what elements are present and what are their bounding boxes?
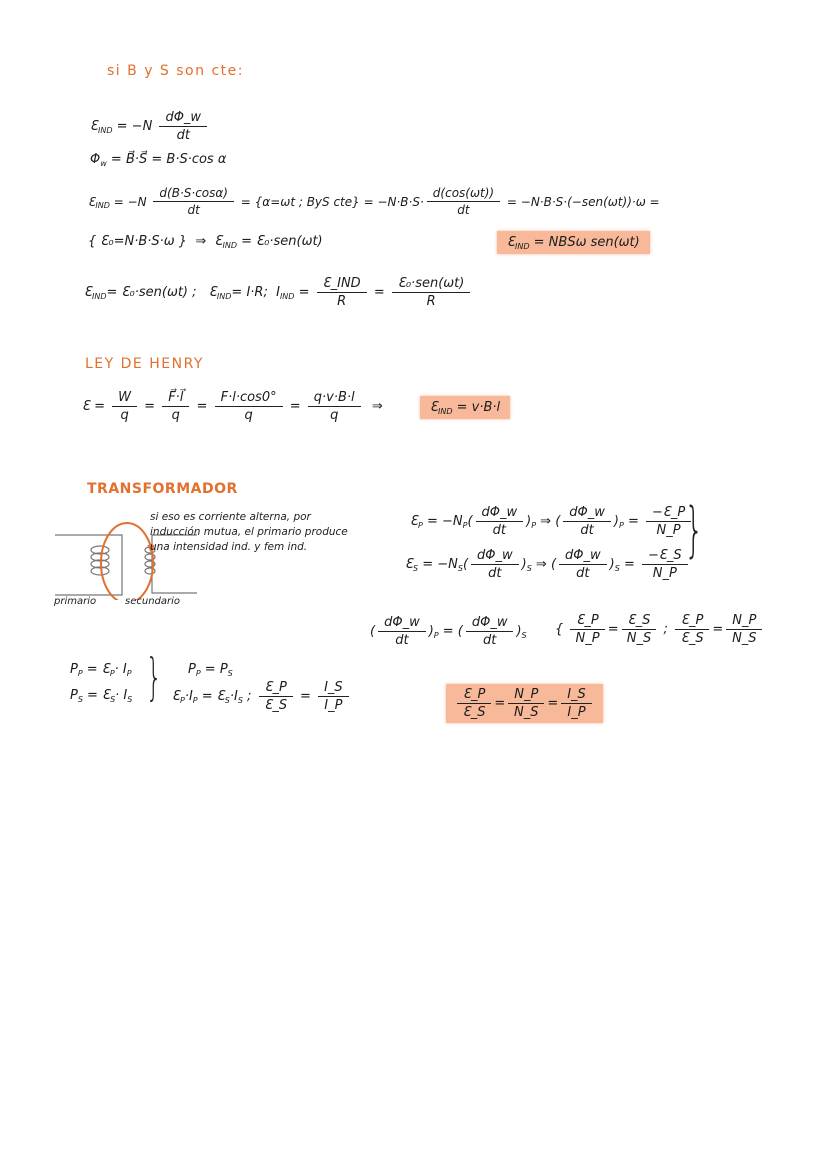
equation-text: = <box>607 622 619 637</box>
equation-text: = {α=ωt ; ByS cte} = −N·B·S· <box>236 194 424 209</box>
subscript: IND <box>216 292 232 301</box>
fraction <box>622 613 657 646</box>
equation-text: = −N·B·S·(−sen(ωt))·ω = <box>503 194 660 209</box>
equation-power-primary <box>70 662 132 677</box>
denominator: dt <box>457 203 470 217</box>
right-brace: } <box>684 495 704 565</box>
denominator: N_P <box>652 566 677 581</box>
subscript: S <box>224 696 230 705</box>
equation-text: = <box>140 399 160 414</box>
denominator: Ɛ_S <box>680 631 704 646</box>
numerator: Ɛ_P <box>675 613 709 630</box>
denominator: q <box>120 408 129 423</box>
denominator: N_S <box>732 631 757 646</box>
equation-text: = P <box>200 662 228 677</box>
denominator: N_S <box>514 705 539 720</box>
fraction <box>508 687 544 720</box>
denominator: dt <box>482 633 497 648</box>
fraction <box>392 276 470 309</box>
highlight-transformer-ratio <box>446 684 603 723</box>
equation-text: = v·B·l <box>452 400 501 415</box>
numerator: Ɛ_S <box>622 613 657 630</box>
subscript: IND <box>515 242 530 251</box>
equation-text: Φ <box>90 152 101 167</box>
subscript: P <box>462 521 468 530</box>
fraction <box>318 680 349 713</box>
numerator: d(cos(ωt)) <box>427 186 500 202</box>
numerator: dΦ_w <box>378 615 426 632</box>
equation-text: ⇒ ( <box>536 514 561 529</box>
fraction <box>153 186 234 217</box>
numerator: dΦ_w <box>466 615 514 632</box>
equation-text: = <box>294 285 314 300</box>
fraction <box>466 615 514 648</box>
numerator: −Ɛ_P <box>646 505 691 522</box>
denominator: I_P <box>567 705 586 720</box>
subscript: P <box>618 521 624 530</box>
fraction <box>559 548 607 581</box>
equation-text: = <box>494 696 506 711</box>
numerator: dΦ_w <box>159 110 207 127</box>
fraction <box>317 276 367 309</box>
equation-power-secondary <box>70 688 132 703</box>
fraction <box>215 390 283 423</box>
equation-emf-derivation <box>88 186 660 217</box>
denominator: R <box>337 294 347 309</box>
fraction <box>563 505 611 538</box>
numerator: Ɛ_P <box>259 680 293 697</box>
equation-text: = Ɛ₀·sen(ωt) <box>237 234 323 249</box>
subscript: S <box>614 564 620 573</box>
equation-text: Ɛ <box>405 557 413 572</box>
fraction <box>308 390 361 423</box>
equation-text: = −N <box>418 557 458 572</box>
transformer-note: si eso es corriente alterna, por inducción mutua, el primario produce una intensidad ind. y fem ind. <box>150 511 348 553</box>
denominator: q <box>244 408 253 423</box>
subscript: P <box>195 669 201 678</box>
equation-text: = ( <box>438 624 463 639</box>
denominator: Ɛ_S <box>264 698 288 713</box>
equation-henry <box>82 390 383 423</box>
denominator: N_P <box>575 631 600 646</box>
equation-text: = −N <box>109 194 151 209</box>
subscript: IND <box>98 126 113 135</box>
numerator: −Ɛ_S <box>642 548 688 565</box>
equation-text: P <box>70 688 78 703</box>
denominator: R <box>426 294 436 309</box>
equation-text: ) <box>526 514 532 529</box>
subscript: P <box>192 696 198 705</box>
denominator: Ɛ_S <box>462 705 486 720</box>
fraction <box>570 613 604 646</box>
equation-text: = <box>623 514 643 529</box>
fraction <box>642 548 688 581</box>
subscript: S <box>457 564 463 573</box>
equation-text: = <box>192 399 212 414</box>
equation-text: = −N <box>422 514 463 529</box>
highlight-emf-result <box>497 231 650 254</box>
equation-text: ·I <box>184 689 193 704</box>
denominator: dt <box>580 523 594 538</box>
equation-text: = <box>369 285 389 300</box>
equation-text: Ɛ <box>90 119 98 134</box>
subscript: P <box>531 521 537 530</box>
subscript: P <box>77 669 83 678</box>
subscript: IND <box>92 292 107 301</box>
subscript: P <box>126 669 132 678</box>
denominator: q <box>330 408 339 423</box>
equation-text: · I <box>115 688 128 703</box>
subscript: S <box>526 564 532 573</box>
equation-text: = Ɛ <box>82 662 110 677</box>
equation-primary-emf <box>410 505 694 538</box>
denominator: dt <box>187 203 200 217</box>
denominator: dt <box>492 523 506 538</box>
denominator: I_P <box>324 698 343 713</box>
equation-text: ; <box>242 689 256 704</box>
equation-emf-peak <box>88 234 323 249</box>
fraction <box>159 110 207 143</box>
subscript: S <box>237 696 243 705</box>
subscript: S <box>127 695 133 704</box>
highlight-henry-result <box>420 396 510 419</box>
subscript: IND <box>438 407 453 416</box>
equation-text: · I <box>114 662 127 677</box>
equation-secondary-emf <box>405 548 691 581</box>
equation-text: Ɛ <box>88 194 96 209</box>
equation-text: = <box>295 689 316 704</box>
equation-text: Ɛ = <box>82 399 110 414</box>
subscript: P <box>180 696 185 705</box>
equation-text: = Ɛ <box>197 689 225 704</box>
denominator: N_S <box>626 631 652 646</box>
equation-text: Ɛ <box>172 689 180 704</box>
numerator: I_S <box>561 687 592 704</box>
numerator: N_P <box>508 687 544 704</box>
numerator: Ɛ_P <box>570 613 604 630</box>
heading-ley-de-henry: LEY DE HENRY <box>85 356 204 372</box>
subscript: P <box>418 521 423 530</box>
equation-text: Ɛ <box>507 235 515 250</box>
equation-text: Ɛ <box>430 400 438 415</box>
fraction <box>726 613 762 646</box>
numerator: Ɛ_IND <box>317 276 367 293</box>
equation-emf-induced <box>90 110 210 143</box>
numerator: dΦ_w <box>471 548 519 565</box>
equation-flux-equality <box>370 615 527 648</box>
subscript: IND <box>95 201 110 210</box>
equation-text: ⇒ <box>363 399 383 414</box>
equation-text: ; <box>659 622 673 637</box>
numerator: Ɛ₀·sen(ωt) <box>392 276 470 293</box>
equation-induced-current <box>84 276 473 309</box>
equation-text: ( <box>370 624 376 639</box>
numerator: Ɛ_P <box>457 687 491 704</box>
equation-text: = <box>619 557 639 572</box>
equation-text: = B⃗·S⃗ = B·S·cos α <box>106 152 227 167</box>
equation-text: ( <box>462 557 469 572</box>
subscript: S <box>413 564 419 573</box>
fraction <box>162 390 189 423</box>
denominator: q <box>171 408 180 423</box>
equation-text: = Ɛ₀·sen(ωt) ; Ɛ <box>106 285 217 300</box>
subscript: S <box>227 669 233 678</box>
numerator: q·v·B·l <box>308 390 361 407</box>
fraction <box>471 548 519 581</box>
heading-constant-b-s: si B y S son cte: <box>107 63 244 79</box>
numerator: d(B·S·cosα) <box>153 186 234 202</box>
subscript: P <box>433 631 439 640</box>
numerator: F·l·cos0° <box>215 390 283 407</box>
numerator: dΦ_w <box>563 505 611 522</box>
equation-power-derivation <box>172 680 352 713</box>
fraction <box>561 687 592 720</box>
label-primario: primario <box>54 596 97 607</box>
subscript: S <box>521 631 527 640</box>
equation-text: = −N <box>112 119 157 134</box>
equation-emf-ratio <box>555 613 765 646</box>
equation-text: = <box>547 696 559 711</box>
numerator: F⃗·l⃗ <box>162 390 189 407</box>
subscript: S <box>110 695 116 704</box>
equation-text: ( <box>467 514 473 529</box>
subscript: IND <box>222 241 237 250</box>
equation-text: ) <box>521 557 527 572</box>
equation-text: ⇒ ( <box>531 557 557 572</box>
fraction <box>427 186 500 217</box>
subscript: IND <box>279 292 295 301</box>
equation-power-equal <box>188 662 233 677</box>
equation-text: Ɛ <box>410 514 418 529</box>
denominator: N_P <box>656 523 681 538</box>
equation-text: P <box>70 662 78 677</box>
equation-text: { Ɛ₀=N·B·S·ω } ⇒ Ɛ <box>88 234 223 249</box>
equation-magnetic-flux <box>90 152 226 167</box>
equation-text: ) <box>516 624 522 639</box>
subscript: S <box>77 695 83 704</box>
numerator: dΦ_w <box>476 505 524 522</box>
denominator: dt <box>176 128 190 143</box>
equation-text: Ɛ <box>84 285 92 300</box>
equation-text: ) <box>613 514 619 529</box>
numerator: N_P <box>726 613 762 630</box>
heading-transformador: TRANSFORMADOR <box>87 481 238 497</box>
equation-text: { <box>555 622 568 637</box>
fraction <box>259 680 293 713</box>
subscript: w <box>100 159 107 168</box>
fraction <box>675 613 709 646</box>
denominator: dt <box>576 566 590 581</box>
equation-text: = NBSω sen(ωt) <box>529 235 640 250</box>
fraction <box>457 687 491 720</box>
numerator: dΦ_w <box>559 548 607 565</box>
equation-text: = Ɛ <box>82 688 111 703</box>
numerator: I_S <box>318 680 349 697</box>
power-brace: } <box>145 648 162 706</box>
subscript: P <box>109 669 115 678</box>
fraction <box>476 505 524 538</box>
equation-text: P <box>188 662 196 677</box>
equation-text: ·I <box>229 689 238 704</box>
fraction <box>112 390 137 423</box>
equation-text: = <box>712 622 724 637</box>
denominator: dt <box>488 566 502 581</box>
equation-text: ) <box>609 557 615 572</box>
label-secundario: secundario <box>125 596 181 607</box>
equation-text: ) <box>428 624 434 639</box>
equation-text: = I·R; I <box>231 285 280 300</box>
denominator: dt <box>395 633 409 648</box>
equation-text: = <box>285 399 305 414</box>
numerator: W <box>112 390 137 407</box>
fraction <box>378 615 426 648</box>
